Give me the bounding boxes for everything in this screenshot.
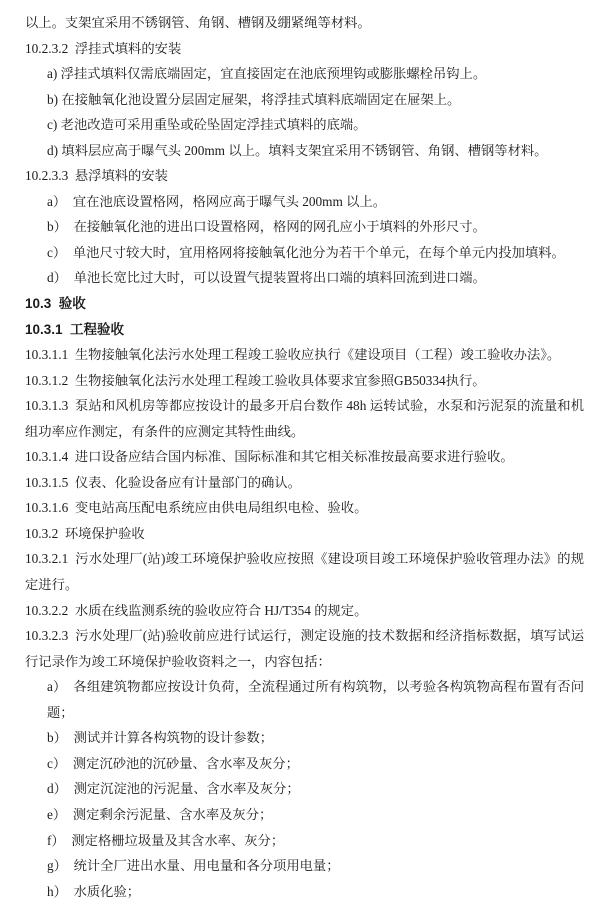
list-item: d） 单池长宽比过大时，可以设置气提装置将出口端的填料回流到进口端。 <box>47 270 486 286</box>
list-item: b) 在接触氧化池设置分层固定屉架，将浮挂式填料底端固定在屉架上。 <box>47 91 461 107</box>
clause: 10.3.1.1 生物接触氧化法污水处理工程竣工验收应执行《建设项目（工程）竣工验收办法》。 <box>25 347 561 363</box>
clause: 10.3.1.5 仪表、化验设备应有计量部门的确认。 <box>25 474 301 490</box>
section-heading-10-3-2: 10.3.2 环境保护验收 <box>25 525 145 541</box>
paragraph-continuation: 以上。支架宜采用不锈钢管、角钢、槽钢及绷紧绳等材料。 <box>25 15 371 30</box>
clause: 10.3.1.3 泵站和风机房等都应按设计的最多开启台数作 48h 运转试验，水泵和污泥泵的流量和机组功率应作测定，有条件的应测定其特性曲线。 <box>25 398 584 439</box>
clause: 10.3.2.1 污水处理厂(站)竣工环境保护验收应按照《建设项目竣工环境保护验收管理办法》的规定进行。 <box>25 551 584 593</box>
list-item: b） 测试并计算各构筑物的设计参数； <box>47 730 274 746</box>
clause: 10.3.2.3 污水处理厂(站)验收前应进行试运行，测定设施的技术数据和经济指标数据，填写试运行记录作为竣工环境保护验收资料之一，内容包括： <box>25 628 584 669</box>
list-item: d) 填料层应高于曝气头 200mm 以上。填料支架宜采用不锈钢管、角钢、槽钢等材料。 <box>47 142 548 158</box>
list-item: a) 浮挂式填料仅需底端固定，宜直接固定在池底预埋钩或膨胀螺栓吊钩上。 <box>47 66 487 82</box>
section-heading-10-3-1: 10.3.1 工程验收 <box>25 321 125 337</box>
clause: 10.3.2.2 水质在线监测系统的验收应符合 HJ/T354 的规定。 <box>25 602 368 618</box>
section-heading-10-2-3-2: 10.2.3.2 浮挂式填料的安装 <box>25 40 182 56</box>
clause: 10.3.1.6 变电站高压配电系统应由供电局组织电检、验收。 <box>25 500 368 516</box>
clause: 10.3.1.2 生物接触氧化法污水处理工程竣工验收具体要求宜参照GB50334执行。 <box>25 372 486 388</box>
list-item: c） 测定沉砂池的沉砂量、含水率及灰分； <box>47 755 299 771</box>
list-item: d） 测定沉淀池的污泥量、含水率及灰分； <box>47 781 300 797</box>
section-heading-10-3: 10.3 验收 <box>25 296 86 312</box>
list-item: b） 在接触氧化池的进出口设置格网，格网的网孔应小于填料的外形尺寸。 <box>47 219 486 235</box>
list-item: e） 测定剩余污泥量、含水率及灰分； <box>47 806 273 822</box>
list-item: c） 单池尺寸较大时，宜用格网将接触氧化池分为若干个单元，在每个单元内投加填料。 <box>47 244 565 260</box>
list-item: a） 各组建筑物都应按设计负荷，全流程通过所有构筑物，以考验各构筑物高程布置有否问题； <box>47 679 584 720</box>
section-heading-10-2-3-3: 10.2.3.3 悬浮填料的安装 <box>25 168 168 184</box>
list-item: g） 统计全厂进出水量、用电量和各分项用电量； <box>47 858 340 874</box>
list-item: c) 老池改造可采用重坠或砼坠固定浮挂式填料的底端。 <box>47 117 367 133</box>
list-item: h） 水质化验； <box>47 883 141 899</box>
clause: 10.3.1.4 进口设备应结合国内标准、国际标准和其它相关标准按最高要求进行验收。 <box>25 449 514 465</box>
list-item: f） 测定格栅垃圾量及其含水率、灰分； <box>47 832 285 848</box>
list-item: a） 宜在池底设置格网，格网应高于曝气头 200mm 以上。 <box>47 193 387 209</box>
